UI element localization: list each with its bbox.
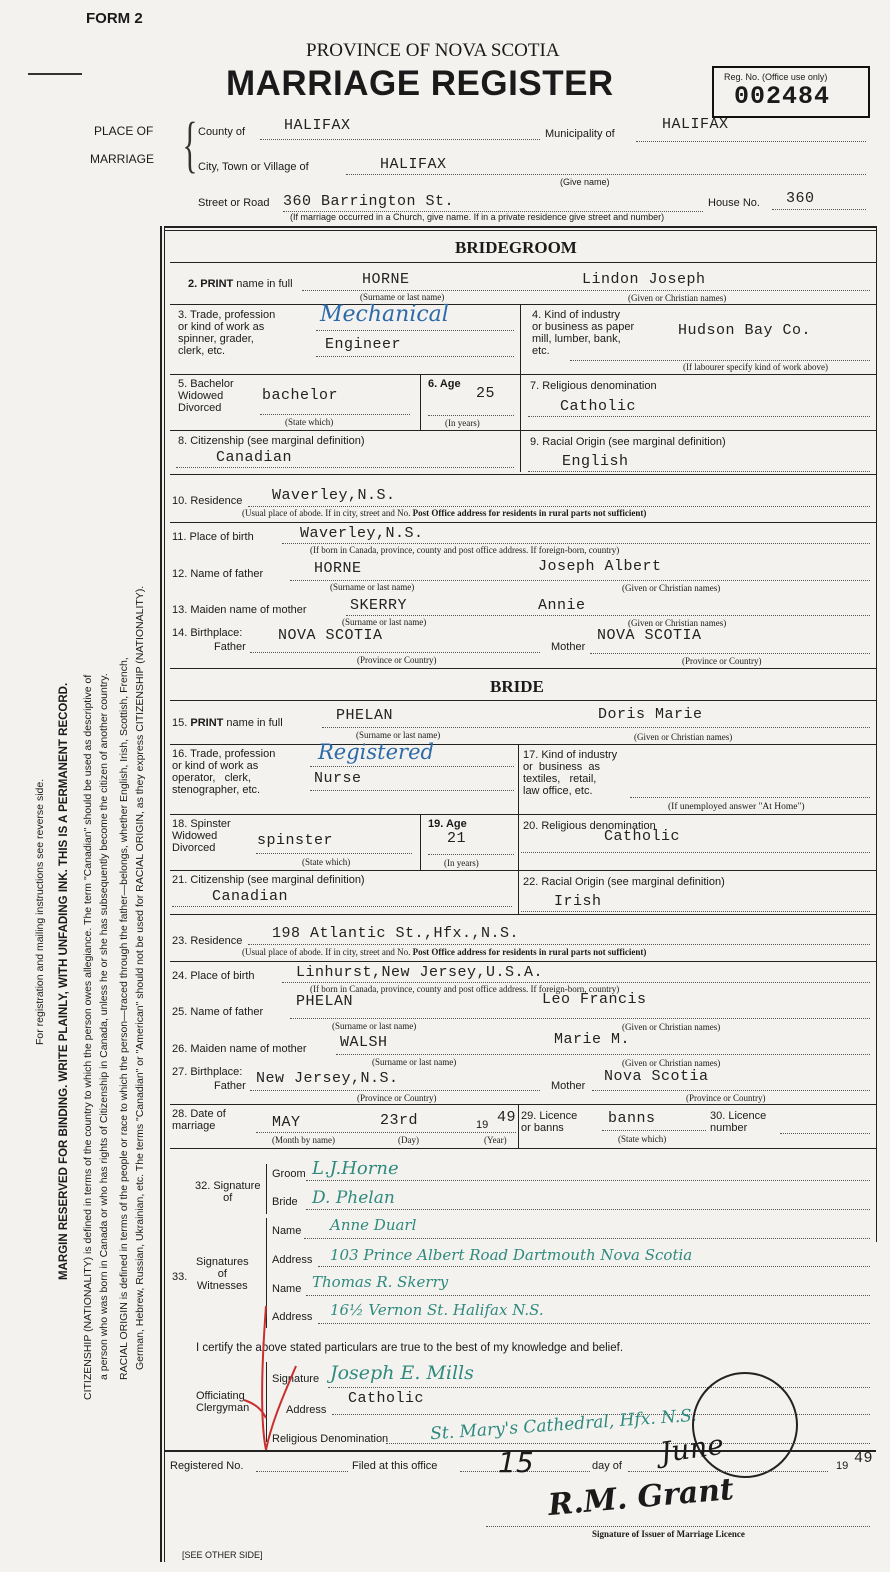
f29-label: 29. Licence or banns: [521, 1110, 578, 1134]
marriage-year: 49: [497, 1109, 517, 1126]
bride-signature: D. Phelan: [312, 1188, 395, 1208]
witness-label: Signatures of Witnesses: [196, 1256, 249, 1292]
bride-birth-note: (If born in Canada, province, county and post office address. If foreign-born, country): [310, 984, 620, 994]
margin-line-4: a person who was born in Canada or who has rights of Citizenship in Canada, unless he or she has subsequently become the citizen of another country.: [98, 673, 110, 1380]
f7-label: 7. Religious denomination: [530, 380, 657, 392]
groom-father-surname: HORNE: [314, 560, 362, 577]
birth-note: (If born in Canada, province, county and post office address. If foreign-born, country): [310, 545, 620, 555]
groom-mother-given: Annie: [538, 597, 586, 614]
bride-mother-given-cap: (Given or Christian names): [622, 1058, 721, 1068]
f15-label: 15. PRINT name in full: [172, 717, 283, 729]
f13-label: 13. Maiden name of mother: [172, 604, 307, 616]
bride-age: 21: [447, 830, 467, 847]
f27-label: 27. Birthplace:: [172, 1066, 243, 1078]
f28-label: 28. Date of marriage: [172, 1108, 226, 1132]
bride-status: spinster: [257, 832, 334, 849]
groom-racial: English: [562, 453, 629, 470]
bride-father-given: Leo Francis: [542, 991, 647, 1008]
county-value: HALIFAX: [284, 117, 351, 134]
f30-label: 30. Licence number: [710, 1110, 767, 1134]
marriage-year-prefix: 19: [476, 1119, 489, 1131]
groom-heading: BRIDEGROOM: [455, 238, 577, 257]
bride-birthplace: Linhurst,New Jersey,U.S.A.: [296, 964, 544, 981]
w2-name-label: Name: [272, 1283, 302, 1295]
give-name-caption: (Give name): [560, 177, 610, 187]
registered-label: Registered No.: [170, 1460, 244, 1472]
ink-mark: [28, 73, 82, 75]
groom-given-cap: (Given or Christian names): [628, 293, 727, 303]
county-label: County of: [198, 126, 246, 138]
issuer-caption: Signature of Issuer of Marriage Licence: [592, 1529, 745, 1539]
groom-residence: Waverley,N.S.: [272, 487, 396, 504]
bride-given: Doris Marie: [598, 706, 703, 723]
bride-father-given-cap: (Given or Christian names): [622, 1022, 721, 1032]
f18-label: 18. Spinster Widowed Divorced: [172, 818, 231, 854]
groom-religion: Catholic: [560, 398, 637, 415]
stamp-circle: [690, 1370, 800, 1480]
labourer-note: (If labourer specify kind of work above): [683, 362, 828, 372]
page-title: MARRIAGE REGISTER: [226, 64, 614, 103]
bride-father-prov-cap: (Province or Country): [357, 1093, 437, 1103]
f23-label: 23. Residence: [172, 935, 243, 947]
groom-surname-cap: (Surname or last name): [360, 292, 445, 302]
bride-mother-surname: WALSH: [340, 1034, 388, 1051]
groom-mother-birth: NOVA SCOTIA: [597, 627, 702, 644]
reg-no-label: Reg. No. (Office use only): [724, 72, 828, 82]
margin-line-3: CITIZENSHIP (NATIONALITY) is defined in terms of the country to which the person owes allegiance. The term "Canadian" should be used as descriptive of: [82, 674, 94, 1400]
bride-residence-note: (Usual place of abode. If in city, street and No. Post Office address for residents in rural parts not sufficient): [242, 947, 647, 957]
father-given-cap: (Given or Christian names): [622, 583, 721, 593]
marriage-day: 23rd: [380, 1112, 419, 1129]
form-number: FORM 2: [86, 10, 143, 27]
street-value: 360 Barrington St.: [283, 193, 455, 210]
reg-no: 002484: [734, 82, 831, 111]
day-of-label: day of: [592, 1460, 622, 1472]
f3-label: 3. Trade, profession or kind of work as spinner, grader, clerk, etc.: [178, 309, 276, 357]
f4-label: 4. Kind of industry or business as paper mill, lumber, bank, etc.: [532, 309, 635, 357]
f11-label: 11. Place of birth: [172, 531, 254, 543]
municipality-label: Municipality of: [545, 128, 615, 140]
bride-state-which: (State which): [302, 857, 351, 867]
groom-trade: Engineer: [325, 336, 402, 353]
f21-label: 21. Citizenship (see marginal definition): [172, 874, 365, 886]
groom-citizenship: Canadian: [216, 449, 293, 466]
bride-mother-surname-cap: (Surname or last name): [372, 1057, 457, 1067]
residence-note: (Usual place of abode. If in city, street and No. Post Office address for residents in rural parts not sufficient): [242, 508, 647, 518]
w2-address-label: Address: [272, 1311, 313, 1323]
bride-surname-cap: (Surname or last name): [356, 730, 441, 740]
state-which-cap: (State which): [618, 1134, 667, 1144]
clergy-religion: Catholic: [348, 1390, 425, 1407]
f20-label: 20. Religious denomination: [523, 820, 656, 832]
f22-label: 22. Racial Origin (see marginal definition): [523, 876, 725, 888]
clergy-relig-label: Religious Denomination: [272, 1433, 389, 1445]
filed-month: June: [658, 1427, 726, 1470]
filed-day: 15: [498, 1446, 534, 1479]
margin-line-1: For registration and mailing instructions see reverse side.: [34, 778, 46, 1045]
w1-address: 103 Prince Albert Road Dartmouth Nova Scotia: [330, 1246, 693, 1264]
bride-trade-hand: Registered: [318, 740, 434, 764]
mother-prov-cap: (Province or Country): [682, 656, 762, 666]
house-value: 360: [786, 190, 815, 207]
bride-father-birth: New Jersey,N.S.: [256, 1070, 399, 1087]
bride-sig-label: Bride: [272, 1196, 298, 1208]
unemployed-note: (If unemployed answer "At Home"): [668, 802, 805, 812]
f10-label: 10. Residence: [172, 495, 243, 507]
groom-age: 25: [476, 385, 496, 402]
bride-father-surname: PHELAN: [296, 993, 354, 1010]
place-label-1: PLACE OF: [94, 124, 154, 138]
groom-trade-hand: Mechanical: [320, 302, 449, 327]
clergy-label: Officiating Clergyman: [196, 1390, 250, 1414]
bride-racial: Irish: [554, 893, 602, 910]
w2-name: Thomas R. Skerry: [312, 1273, 449, 1291]
w1-name: Anne Duarl: [330, 1216, 417, 1234]
street-label: Street or Road: [198, 197, 270, 209]
see-other-side: [SEE OTHER SIDE]: [182, 1550, 263, 1560]
groom-sig-label: Groom: [272, 1168, 306, 1180]
f2-label: 2. PRINT name in full: [188, 278, 293, 290]
f17-label: 17. Kind of industry or business as textiles, retail, law office, etc.: [523, 749, 618, 797]
w1-address-label: Address: [272, 1254, 313, 1266]
certify-text: I certify the above stated particulars are true to the best of my knowledge and belief.: [196, 1342, 624, 1354]
groom-father-given: Joseph Albert: [538, 558, 662, 575]
f25-label: 25. Name of father: [172, 1006, 264, 1018]
bride-father-surname-cap: (Surname or last name): [332, 1021, 417, 1031]
f8-label: 8. Citizenship (see marginal definition): [178, 435, 365, 447]
f26-label: 26. Maiden name of mother: [172, 1043, 307, 1055]
municipality-value: HALIFAX: [662, 116, 729, 133]
city-value: HALIFAX: [380, 156, 447, 173]
groom-birthplace: Waverley,N.S.: [300, 525, 424, 542]
bride-surname: PHELAN: [336, 707, 394, 724]
f14-label: 14. Birthplace:: [172, 627, 243, 639]
licence-type: banns: [608, 1110, 656, 1127]
reg-no-box: [712, 66, 870, 118]
f33-label: 33.: [172, 1271, 188, 1283]
groom-in-years: (In years): [445, 418, 480, 428]
filed-year-prefix: 19: [836, 1460, 849, 1472]
groom-given: Lindon Joseph: [582, 271, 706, 288]
bride-heading: BRIDE: [490, 677, 544, 696]
margin-line-5: RACIAL ORIGIN is defined in terms of the people or race to which the person—traced through the father—belongs, whether English, Irish, Scottish, French,: [118, 657, 130, 1380]
filed-year: 49: [854, 1450, 874, 1467]
f32-label: 32. Signature of: [195, 1180, 261, 1204]
groom-state-which: (State which): [285, 417, 334, 427]
issuer-signature: R.M. Grant: [546, 1471, 736, 1524]
f14-father-label: Father: [214, 641, 246, 653]
f27-father-label: Father: [214, 1080, 246, 1092]
city-label: City, Town or Village of: [198, 161, 309, 173]
bride-mother-prov-cap: (Province or Country): [686, 1093, 766, 1103]
margin-line-2: MARGIN RESERVED FOR BINDING. WRITE PLAINLY, WITH UNFADING INK. THIS IS A PERMANENT RECORD.: [58, 682, 70, 1280]
red-check-mark: [236, 1300, 316, 1460]
bride-trade: Nurse: [314, 770, 362, 787]
bride-religion: Catholic: [604, 828, 681, 845]
clergy-signature: Joseph E. Mills: [330, 1362, 474, 1384]
house-label: House No.: [708, 197, 760, 209]
bride-mother-given: Marie M.: [554, 1031, 631, 1048]
bride-in-years: (In years): [444, 858, 479, 868]
bride-mother-birth: Nova Scotia: [604, 1068, 709, 1085]
f24-label: 24. Place of birth: [172, 970, 255, 982]
f16-label: 16. Trade, profession or kind of work as operator, clerk, stenographer, etc.: [172, 748, 276, 796]
month-cap: (Month by name): [272, 1135, 335, 1145]
place-brace: {: [182, 111, 198, 179]
place-label-2: MARRIAGE: [90, 152, 155, 166]
f5-label: 5. Bachelor Widowed Divorced: [178, 378, 234, 414]
f12-label: 12. Name of father: [172, 568, 264, 580]
margin-line-6: German, Hebrew, Russian, Ukrainian, etc. The terms "Canadian" or "American" should not be used for RACIAL ORIGIN, as they express CITIZENSHIP (NATIONALITY).: [134, 585, 146, 1370]
f14-mother-label: Mother: [551, 641, 586, 653]
filed-label: Filed at this office: [352, 1460, 438, 1472]
father-prov-cap: (Province or Country): [357, 655, 437, 665]
street-note: (If marriage occurred in a Church, give name. If in a private residence give street and number): [290, 212, 665, 222]
bride-given-cap: (Given or Christian names): [634, 732, 733, 742]
mother-surname-cap: (Surname or last name): [342, 617, 427, 627]
day-cap: (Day): [398, 1135, 419, 1145]
mother-given-cap: (Given or Christian names): [628, 618, 727, 628]
father-surname-cap: (Surname or last name): [330, 582, 415, 592]
f19-label: 19. Age: [428, 818, 467, 830]
bride-residence: 198 Atlantic St.,Hfx.,N.S.: [272, 925, 520, 942]
marriage-month: MAY: [272, 1114, 301, 1131]
f6-label: 6. Age: [428, 378, 461, 390]
w1-name-label: Name: [272, 1225, 302, 1237]
clergy-address-label: Address: [286, 1404, 327, 1416]
f9-label: 9. Racial Origin (see marginal definition): [530, 436, 726, 448]
clergy-sig-label: Signature: [272, 1373, 320, 1385]
groom-father-birth: NOVA SCOTIA: [278, 627, 383, 644]
groom-surname: HORNE: [362, 271, 410, 288]
bride-citizenship: Canadian: [212, 888, 289, 905]
groom-status: bachelor: [262, 387, 339, 404]
f27-mother-label: Mother: [551, 1080, 586, 1092]
year-cap: (Year): [484, 1135, 507, 1145]
clergy-address: St. Mary's Cathedral, Hfx. N.S.: [429, 1405, 698, 1445]
groom-mother-surname: SKERRY: [350, 597, 408, 614]
w2-address: 16½ Vernon St. Halifax N.S.: [330, 1301, 544, 1319]
groom-signature: L.J.Horne: [312, 1158, 399, 1179]
groom-industry: Hudson Bay Co.: [678, 322, 812, 339]
province-title: PROVINCE OF NOVA SCOTIA: [306, 40, 560, 61]
